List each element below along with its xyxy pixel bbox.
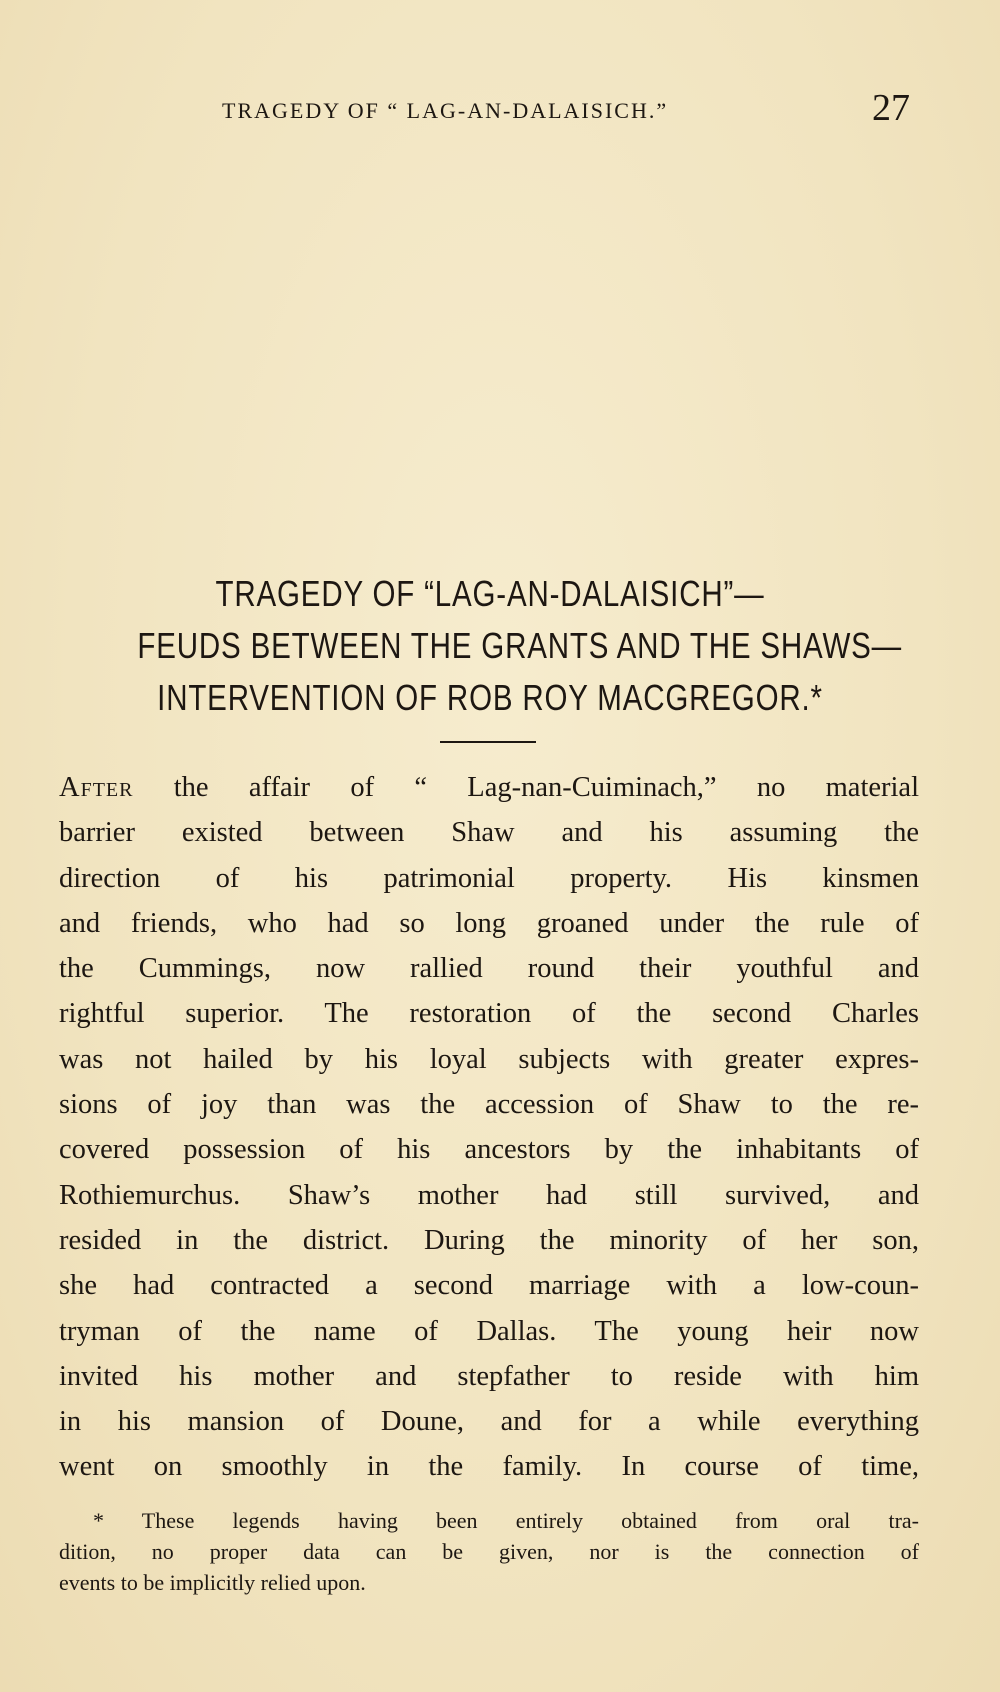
footnote — [59, 1505, 919, 1598]
chapter-title — [60, 568, 920, 724]
chapter-title-line-1: TRAGEDY OF “LAG-AN-DALAISICH”— — [215, 573, 765, 614]
body-line: and friends, who had so long groaned under the rule of — [59, 907, 919, 939]
body-line: invited his mother and stepfather to reside with him — [59, 1360, 919, 1392]
body-line: went on smoothly in the family. In course of time, — [59, 1451, 919, 1483]
page-number: 27 — [872, 87, 910, 129]
body-line: she had contracted a second marriage with a low-coun- — [59, 1270, 919, 1302]
body-line: covered possession of his ancestors by the inhabitants of — [59, 1134, 919, 1166]
body-line: in his mansion of Doune, and for a while everything — [59, 1406, 919, 1438]
body-line: resided in the district. During the minority of her son, — [59, 1224, 919, 1256]
chapter-title-line-2: FEUDS BETWEEN THE GRANTS AND THE SHAWS— — [137, 625, 903, 666]
body-line: direction of his patrimonial property. His kinsmen — [59, 862, 919, 894]
body-paragraph — [59, 765, 919, 1490]
title-divider — [440, 741, 536, 743]
body-line: was not hailed by his loyal subjects with greater expres- — [59, 1043, 919, 1075]
footnote-line-2: dition, no proper data can be given, nor is the connection of — [59, 1539, 919, 1564]
chapter-title-line-3: INTERVENTION OF ROB ROY MACGREGOR.* — [157, 677, 823, 718]
footnote-line-3: events to be implicitly relied upon. — [59, 1570, 366, 1595]
running-head: TRAGEDY OF “ LAG-AN-DALAISICH.” — [222, 98, 669, 123]
footnote-line-1: * These legends having been entirely obtained from oral tra- — [93, 1508, 919, 1533]
body-line: barrier existed between Shaw and his assuming the — [59, 817, 919, 849]
body-line-1 — [59, 765, 919, 810]
opening-word: After — [59, 772, 134, 803]
body-line: sions of joy than was the accession of Shaw to the re- — [59, 1089, 919, 1121]
body-line: rightful superior. The restoration of the second Charles — [59, 998, 919, 1030]
body-line: the Cummings, now rallied round their youthful and — [59, 953, 919, 985]
body-line-1-text: the affair of “ Lag-nan-Cuiminach,” no material — [133, 772, 919, 803]
body-line: tryman of the name of Dallas. The young heir now — [59, 1315, 919, 1347]
body-line: Rothiemurchus. Shaw’s mother had still survived, and — [59, 1179, 919, 1211]
